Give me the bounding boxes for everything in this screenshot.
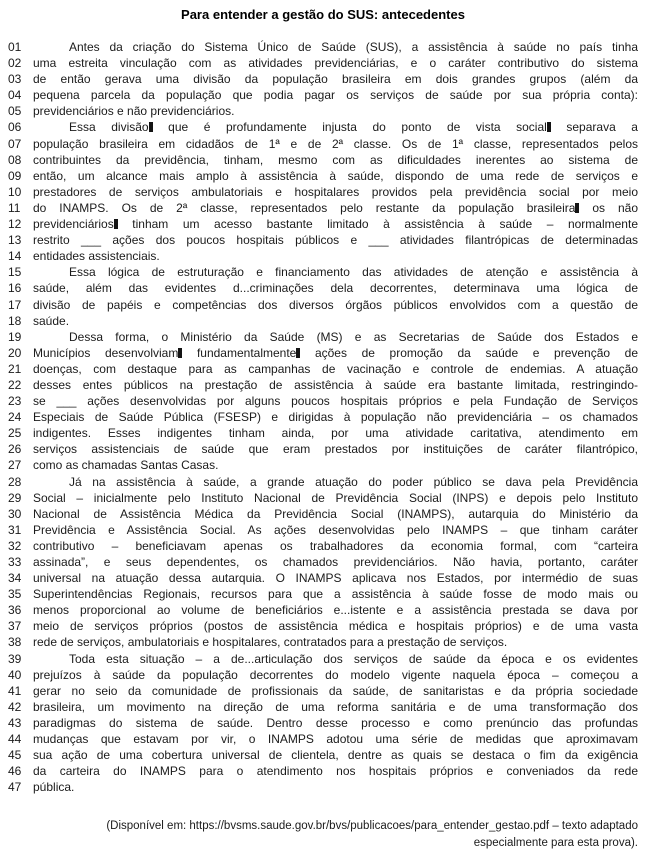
- line-text: universal na atuação dessa autarquia. O INAMPS aplicava nos Estados, por intermédio de suas: [33, 571, 638, 586]
- line-text: assinada”, e seus dependentes, os chamados previdenciários. Não havia, portanto, caráter: [33, 555, 638, 569]
- text-line: [8, 264, 638, 280]
- line-number: 34: [8, 571, 22, 586]
- text-line: [8, 280, 638, 296]
- text-line: [8, 39, 638, 55]
- line-number: 46: [8, 764, 22, 779]
- text-line: [8, 699, 638, 715]
- highlighted-comma-mark: [547, 122, 551, 132]
- line-text: contribuintes da previdência, tinham, mesmo com as dificuldades inerentes ao sistema de: [33, 152, 638, 167]
- line-text: entidades assistenciais.: [33, 249, 160, 264]
- highlighted-comma-mark: [149, 122, 153, 132]
- text-line: [8, 731, 638, 747]
- line-number: 25: [8, 426, 22, 441]
- text-line: [8, 538, 638, 554]
- line-text: população brasileira em cidadãos de 1ª e de 2ª classe. Os de 1ª classe, representados pelos: [33, 136, 638, 151]
- line-number: 35: [8, 587, 22, 602]
- text-line: [8, 393, 638, 409]
- line-number: 24: [8, 410, 22, 425]
- line-text: saúde, além das evidentes d...criminações dela decorrentes, determinava uma lógica de: [33, 281, 638, 296]
- text-body: [8, 39, 638, 795]
- text-line: [8, 570, 638, 586]
- text-line: [8, 474, 638, 490]
- line-number: 03: [8, 72, 22, 87]
- line-number: 44: [8, 732, 22, 747]
- text-line: [8, 457, 638, 473]
- text-line: [8, 216, 638, 232]
- line-text: prejuízos à saúde da população decorrentes do modelo vigente naquela época – começou a: [33, 667, 638, 682]
- line-number: 15: [8, 265, 22, 280]
- line-number: 02: [8, 56, 22, 71]
- line-text: meio de serviços próprios (postos de assistência médica e hospitais próprios) e de uma vasta: [33, 619, 638, 634]
- line-number: 21: [8, 361, 22, 376]
- text-line: [8, 119, 638, 135]
- line-number: 20: [8, 345, 22, 360]
- line-number: 39: [8, 651, 22, 666]
- line-text: prestadores de serviços ambulatoriais e hospitalares providos pela previdência social por meio: [33, 184, 638, 199]
- line-text: previdenciários e não previdenciários.: [33, 104, 235, 119]
- line-text: se ___ ações desenvolvidas por alguns poucos hospitais próprios e pela Fundação de Serviços: [33, 394, 638, 409]
- line-number: 43: [8, 715, 22, 730]
- line-number: 30: [8, 506, 22, 521]
- text-line: [8, 634, 638, 650]
- line-text: Superintendências Regionais, recursos para que a assistência à saúde fosse de modo mais ou: [33, 587, 638, 602]
- line-text: Previdência e Assistência Social. As ações desenvolvidas pelo INAMPS – que tinham caráter: [33, 522, 638, 537]
- line-text: Toda esta situação – a de...articulação dos serviços de saúde da época e os evidentes: [69, 651, 638, 666]
- text-line: [8, 168, 638, 184]
- line-text: desses entes públicos na prestação de assistência à saúde era bastante limitada, restringindo-: [33, 377, 638, 392]
- highlighted-comma-mark: [575, 203, 579, 213]
- text-line: [8, 425, 638, 441]
- line-text: serviços assistenciais de saúde que eram prestados por instituições de caráter filantrópico,: [33, 442, 638, 457]
- line-text: saúde.: [33, 313, 70, 328]
- line-text: Nacional de Assistência Médica da Previdência Social (INAMPS), autarquia do Ministério da: [33, 506, 638, 521]
- text-line: [8, 747, 638, 763]
- text-line: [8, 152, 638, 168]
- text-line: [8, 763, 638, 779]
- line-number: 41: [8, 683, 22, 698]
- line-number: 38: [8, 635, 22, 650]
- line-number: 14: [8, 249, 22, 264]
- line-text: Essa divisão que é profundamente injusta do ponto de vista social separava a: [69, 120, 638, 135]
- line-number: 07: [8, 136, 22, 151]
- line-text: Social – inicialmente pelo Instituto Nacional de Previdência Social (INPS) e depois pelo Instituto: [33, 490, 638, 505]
- text-line: [8, 667, 638, 683]
- line-number: 40: [8, 667, 22, 682]
- text-line: [8, 136, 638, 152]
- line-text: gerar no seio da comunidade de profissionais da saúde, de sanitaristas e da própria sociedade: [33, 683, 638, 698]
- line-number: 47: [8, 780, 22, 795]
- line-number: 12: [8, 217, 22, 232]
- line-text: do INAMPS. Os de 2ª classe, representados pelo restante da população brasileira os não: [33, 200, 638, 215]
- text-line: [8, 586, 638, 602]
- line-number: 08: [8, 152, 22, 167]
- line-text: Antes da criação do Sistema Único de Saúde (SUS), a assistência à saúde no país tinha: [69, 40, 638, 54]
- text-line: [8, 55, 638, 71]
- line-text: previdenciários tinham um acesso bastante limitado à assistência à saúde – normalmente: [33, 217, 638, 232]
- text-line: [8, 602, 638, 618]
- highlighted-comma-mark: [296, 348, 300, 358]
- line-text: então, um alcance mais amplo à assistência à saúde, dispondo de uma rede de serviços e: [33, 168, 638, 183]
- text-line: [8, 103, 638, 119]
- line-number: 32: [8, 538, 22, 553]
- text-line: [8, 200, 638, 216]
- text-line: [8, 715, 638, 731]
- line-number: 16: [8, 281, 22, 296]
- line-number: 36: [8, 603, 22, 618]
- highlighted-comma-mark: [178, 348, 182, 358]
- line-text: Municípios desenvolviam fundamentalmente ações de promoção da saúde e prevenção de: [33, 345, 638, 360]
- line-number: 01: [8, 40, 22, 54]
- line-text: menos proporcional ao volume de beneficiários e...istente e a assistência prestada se dava por: [33, 603, 638, 618]
- text-line: [8, 441, 638, 457]
- line-text: rede de serviços, ambulatoriais e hospitalares, contratados para a prestação de serviços.: [33, 635, 508, 650]
- line-number: 29: [8, 490, 22, 505]
- text-line: [8, 232, 638, 248]
- text-line: [8, 554, 638, 570]
- source-citation-line-2: especialmente para esta prova).: [473, 836, 638, 849]
- text-line: [8, 71, 638, 87]
- text-line: [8, 506, 638, 522]
- text-line: [8, 683, 638, 699]
- line-number: 19: [8, 329, 22, 344]
- line-number: 45: [8, 748, 22, 763]
- document-title: Para entender a gestão do SUS: antecedentes: [181, 7, 465, 22]
- text-line: [8, 184, 638, 200]
- line-text: Essa lógica de estruturação e financiamento das atividades de atenção e assistência à: [69, 265, 638, 280]
- text-line: [8, 779, 638, 795]
- line-text: restrito ___ ações dos poucos hospitais públicos e ___ atividades filantrópicas de determinadas: [33, 233, 638, 248]
- line-text: como as chamadas Santas Casas.: [33, 458, 219, 473]
- text-line: [8, 313, 638, 329]
- line-text: doenças, com destaque para as campanhas de vacinação e controle de endemias. A atuação: [33, 361, 638, 376]
- line-text: mudanças que estavam por vir, o INAMPS adotou uma série de medidas que aproximavam: [33, 732, 638, 747]
- text-line: [8, 297, 638, 313]
- line-text: Já na assistência à saúde, a grande atuação do poder público se dava pela Previdência: [69, 474, 638, 489]
- line-text: divisão de papéis e competências dos diversos órgãos públicos envolvidos com a questão de: [33, 297, 638, 312]
- line-text: contributivo – beneficiavam apenas os trabalhadores da economia formal, com “carteira: [33, 538, 638, 553]
- text-line: [8, 345, 638, 361]
- line-number: 27: [8, 458, 22, 473]
- line-text: pequena parcela da população que podia pagar os serviços de saúde por sua própria conta):: [33, 88, 638, 103]
- line-number: 22: [8, 377, 22, 392]
- line-number: 09: [8, 168, 22, 183]
- line-text: Especiais de Saúde Pública (FSESP) e dirigidas à população não previdenciária – os chamados: [33, 410, 638, 425]
- line-text: pública.: [33, 780, 75, 795]
- text-line: [8, 329, 638, 345]
- line-number: 04: [8, 88, 22, 103]
- line-text: da carteira do INAMPS para o atendimento nos hospitais próprios e conveniados da rede: [33, 764, 638, 779]
- source-citation: [8, 818, 638, 851]
- line-number: 37: [8, 619, 22, 634]
- line-text: paradigmas do sistema de saúde. Dentro desse processo e como prenúncio das profundas: [33, 715, 638, 730]
- text-line: [8, 522, 638, 538]
- line-number: 33: [8, 555, 22, 569]
- text-line: [8, 377, 638, 393]
- line-number: 23: [8, 394, 22, 409]
- line-number: 18: [8, 313, 22, 328]
- line-number: 42: [8, 699, 22, 714]
- line-text: Dessa forma, o Ministério da Saúde (MS) e as Secretarias de Saúde dos Estados e: [69, 329, 638, 344]
- line-text: brasileira, um movimento na direção de uma reforma sanitária e de uma transformação dos: [33, 699, 638, 714]
- text-line: [8, 618, 638, 634]
- line-text: de então gerava uma divisão da população brasileira em dois grandes grupos (além da: [33, 72, 638, 87]
- line-number: 17: [8, 297, 22, 312]
- line-number: 28: [8, 474, 22, 489]
- line-number: 06: [8, 120, 22, 135]
- text-line: [8, 361, 638, 377]
- text-line: [8, 651, 638, 667]
- text-line: [8, 409, 638, 425]
- line-number: 26: [8, 442, 22, 457]
- text-line: [8, 248, 638, 264]
- source-citation-line-1: (Disponível em: https://bvsms.saude.gov.br/bvs/publicacoes/para_entender_gestao.pdf – texto adaptado: [106, 820, 638, 833]
- highlighted-comma-mark: [114, 219, 118, 229]
- line-text: uma estreita vinculação com as atividades previdenciárias, e o caráter contributivo do sistema: [33, 56, 638, 71]
- line-number: 10: [8, 184, 22, 199]
- text-line: [8, 490, 638, 506]
- line-number: 11: [8, 200, 21, 215]
- line-text: indigentes. Esses indigentes tinham ainda, por uma atividade caritativa, atendimento em: [33, 426, 638, 441]
- line-number: 05: [8, 104, 22, 119]
- line-text: sua ação de uma cobertura universal de clientela, dentre as quais se destaca o fim da exigência: [33, 748, 638, 763]
- line-number: 13: [8, 233, 22, 248]
- line-number: 31: [8, 522, 22, 537]
- text-line: [8, 87, 638, 103]
